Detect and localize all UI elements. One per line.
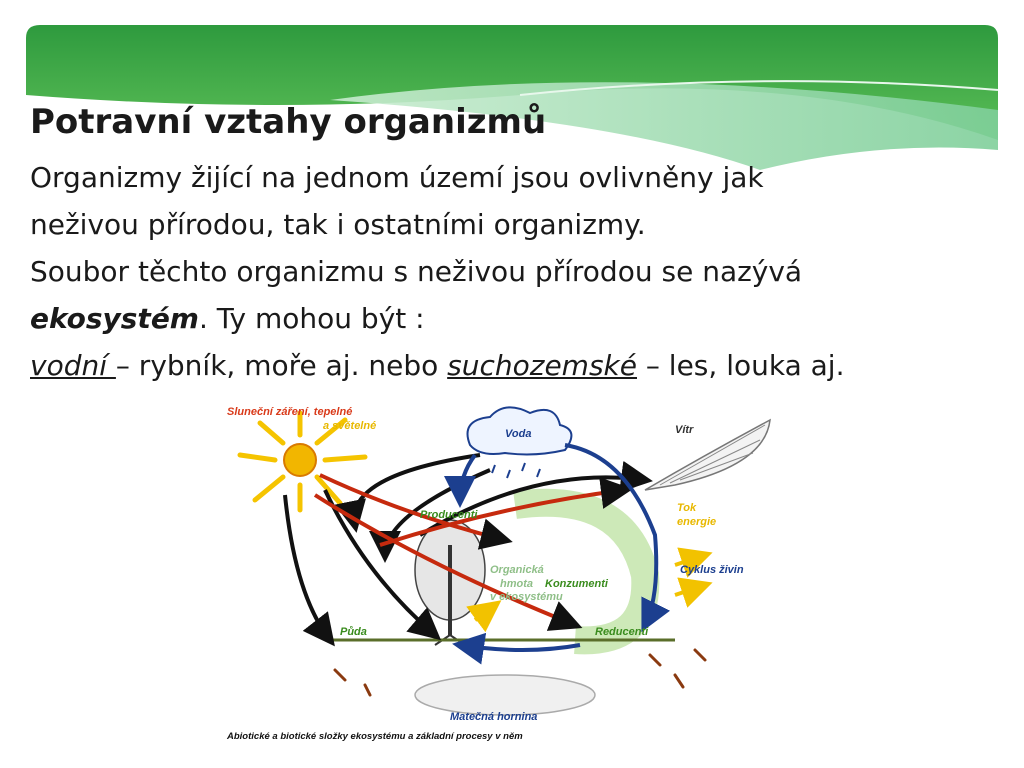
bedrock-shape [415, 675, 595, 715]
nutrient-cycle-label: Cyklus živin [680, 564, 744, 576]
water-label: Voda [505, 428, 532, 440]
energy-flow-label-2: energie [677, 516, 717, 528]
energy-flow-label: Tok [677, 502, 697, 514]
ecosystem-diagram [205, 395, 785, 745]
paragraph-1-line-2: neživou přírodou, tak i ostatními organizmy. [30, 208, 646, 242]
cloud-icon [468, 407, 572, 478]
land-term: suchozemské [447, 349, 637, 383]
paragraph-2-rest: . Ty mohou být : [198, 302, 425, 336]
sun-label: Sluneční záření, tepelné [227, 406, 353, 418]
water-term: vodní [30, 349, 116, 383]
paragraph-1 [30, 154, 1010, 248]
producers-label: Producenti [420, 509, 478, 521]
soil-label: Půda [340, 626, 367, 638]
wind-icon [645, 420, 770, 490]
paragraph-3 [30, 342, 1010, 389]
consumers-label: Konzumenti [545, 578, 608, 590]
ecosystem-term: ekosystém [30, 302, 199, 336]
paragraph-2-line-1: Soubor těchto organizmu s neživou přírodou se nazývá [30, 255, 803, 289]
paragraph-3-end: – les, louka aj. [637, 349, 845, 383]
organic-matter-label: Organická [490, 564, 544, 576]
organic-matter-label-2: hmota [500, 578, 533, 590]
slide-title: Potravní vztahy organizmů [30, 102, 547, 142]
sun-label-2: a světelné [323, 420, 377, 432]
diagram-caption: Abiotické a biotické složky ekosystému a základní procesy v něm [227, 731, 523, 742]
bedrock-label: Matečná hornina [450, 711, 538, 723]
paragraph-3-mid: – rybník, moře aj. nebo [115, 349, 448, 383]
paragraph-2 [30, 248, 1010, 342]
decomposers-label: Reducenti [595, 626, 649, 638]
in-ecosystem-label: v ekosystému [490, 591, 563, 603]
slide-content [30, 100, 1010, 389]
paragraph-1-line-1: Organizmy žijící na jednom území jsou ovlivněny jak [30, 161, 764, 195]
wind-label: Vítr [675, 424, 694, 436]
